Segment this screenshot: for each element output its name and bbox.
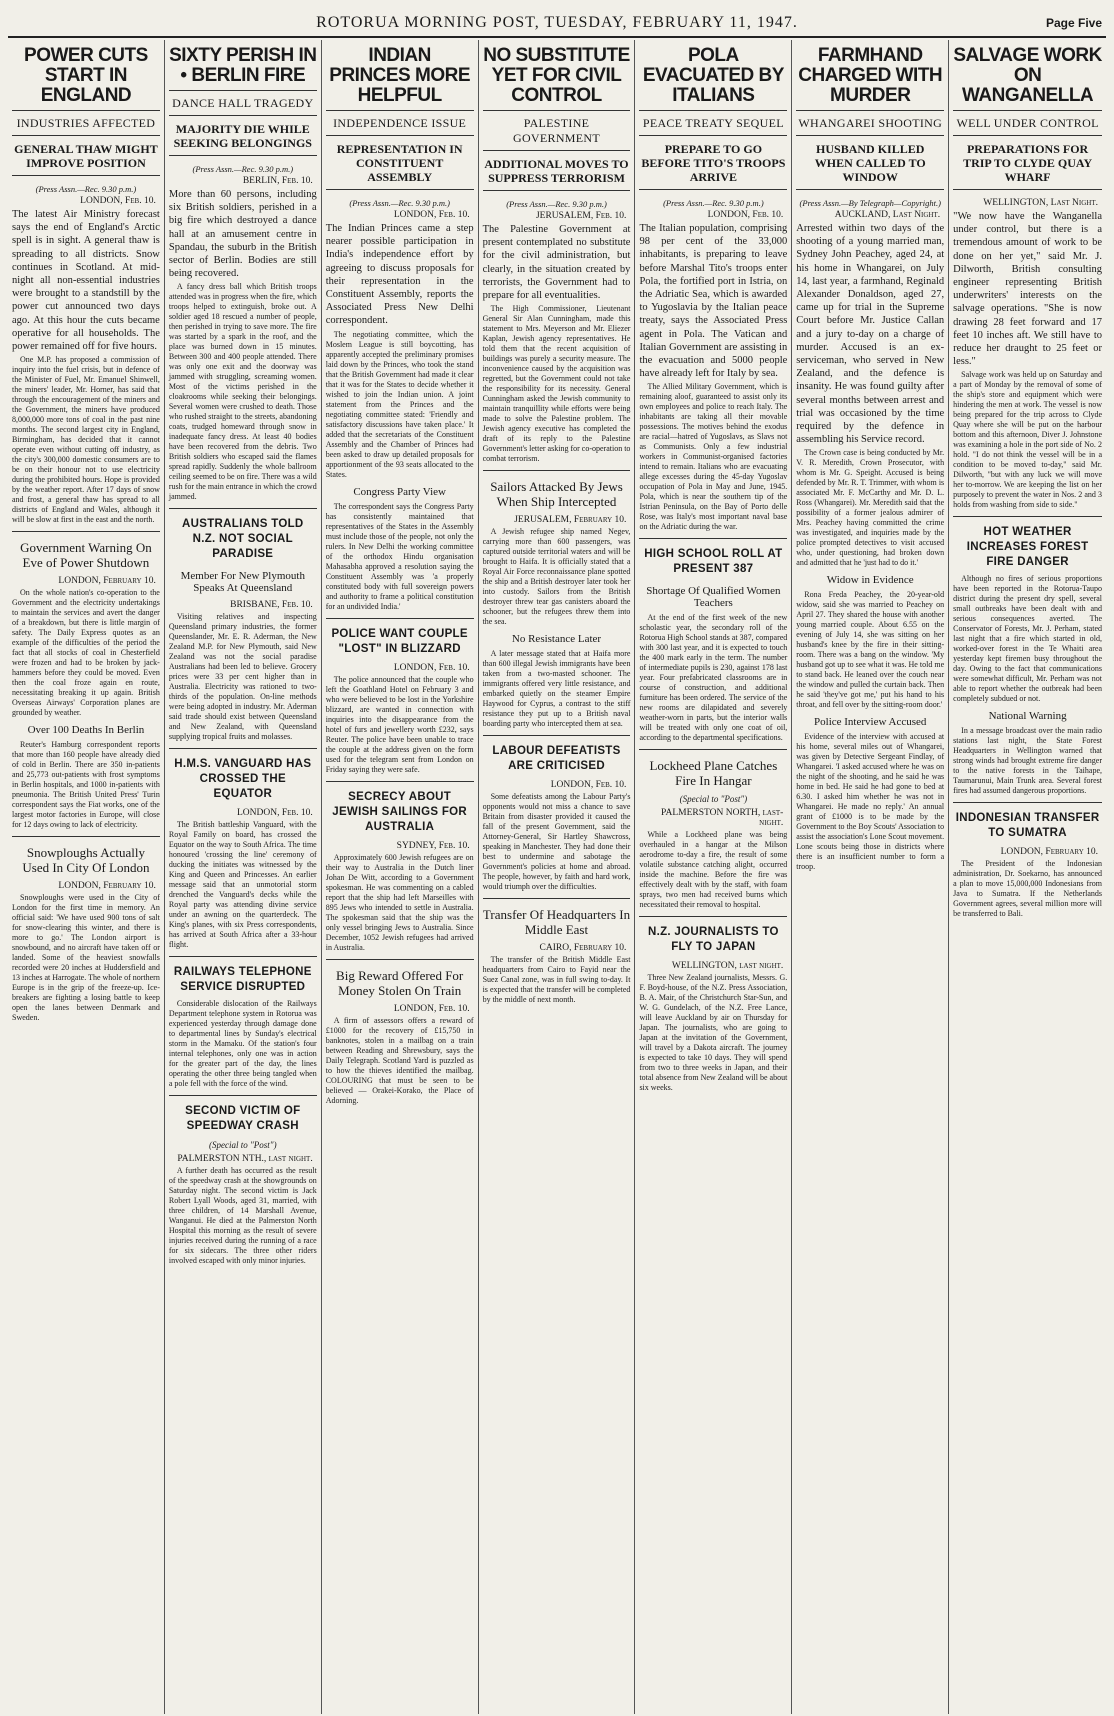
body-text: Evidence of the interview with accused at his home, several miles out of Whangarei, was given by Detective Sergeant Findlay, of Whangarei. 'I asked accused where he was on the night of the shooting, and he said he was home in bed. He said he had gone to bed at 6.30. I asked him whether he was not in Whangarei. He made no reply.' An annual grant of £1000 is to be made by the Government to the Boy Scouts' Association to assist the association's Lone Scout movement. Lone scouts being those in districts where there is an insufficient number to form a troop. [796, 732, 945, 872]
dateline: JERUSALEM, February 10. [514, 515, 627, 526]
dateline: LONDON, February 10. [58, 576, 156, 587]
dateline: LONDON, Feb. 10. [80, 196, 156, 206]
body-text: The British battleship Vanguard, with the Royal Family on board, has crossed the Equator on the way to South Africa. The time honoured 'crossing the line' ceremony of ducking the initiates was witnessed by the King and Queen and Princesses. An earlier message said that an unmotorial storm drenched the Vanguard's decks while the Royal party was attending divine service under an awning on the quarterdeck. The King's planes, with six Press correspondents, has arrived at South Africa after a 33-hour flight. [168, 820, 317, 950]
subheading: Government Warning On Eve of Power Shutdown [12, 531, 160, 574]
lead-paragraph: More than 60 persons, including six British soldiers, perished in a big fire which destroyed a dance hall at an amusement centre in Spandau, the suburb in the British sector of Berlin. Bodies are still being recovered. [168, 189, 317, 280]
body-text: Some defeatists among the Labour Party's opponents would not miss a chance to save Britain from disaster provided it caused the fall of the present Government, said the Attorney-General, Sir Hartley Shawcross, speaking in Manchester. They had done their best to undermine and sabotage the Government's policies at home and abroad. The people, however, by faith and hard work, would triumph over the difficulties. [482, 792, 631, 892]
body-text: On the whole nation's co-operation to the Government and the electricity undertakings to maintain the services and avert the danger of a breakdown, but there is little margin of safety. The Daily Express quotes as an example of the difficulties of the period the fact that all stocks of coal in Chesterfield were frozen and had to be broken by jack-hammers before they could be moved. Even then the coal froze again en route, necessitating breaking it up again. British Overseas Airways' Corporation planes are grounded by weather. [12, 588, 160, 718]
lead-paragraph: The Indian Princes came a step nearer possible participation in India's independence effort by agreeing to discuss proposals for their representation in the Constituent Assembly, reports the Associated Press New Delhi correspondent. [325, 223, 474, 327]
dateline: BRISBANE, Feb. 10. [230, 600, 313, 611]
dateline: JERUSALEM, Feb. 10. [535, 211, 627, 221]
deck: PEACE TREATY SEQUEL [639, 111, 787, 136]
headline: SIXTY PERISH IN • BERLIN FIRE [169, 40, 317, 91]
deck: DANCE HALL TRAGEDY [169, 91, 317, 116]
body-text: Visiting relatives and inspecting Queensland primary industries, the former Queenslander, Mr. E. R. Aderman, the New Zealand M.P. for New Plymouth, said New Zealand was not the social paradise Australians had been led to believe. Grocery prices were 33 per cent higher than in Australia. Electricity was rationed to two-thirds of the population. On-line methods were being adopted in industry. Mr. Aderman said trade should exist between Queensland and New Zealand, with Queensland supplying tropical fruits and molasses. [168, 612, 317, 742]
subheading: Transfer Of Headquarters In Middle East [483, 898, 631, 941]
body-text: Although no fires of serious proportions have been reported in the Rotorua-Taupo district during the present dry spell, several small outbreaks have been dealt with and serious consequences averted. The Conservator of Forests, Mr. J. Perham, stated last night that a fire which started in old, worked-over forest in the Te Whaiti area yesterday kept firemen busy throughout the day. Owing to the fact that communications were somewhat difficult, Mr. Perham was not able to report whether the outbreak had been completely subdued or not. [953, 574, 1103, 704]
subheading: Shortage Of Qualified Women Teachers [646, 585, 781, 610]
dateline: LONDON, February 10. [58, 881, 156, 892]
subheading: Over 100 Deaths In Berlin [27, 724, 145, 737]
dateline: WELLINGTON, Last Night. [983, 198, 1099, 208]
subheading: INDONESIAN TRANSFER TO SUMATRA [953, 802, 1102, 845]
body-text: Snowploughs were used in the City of London for the first time in memory. An official said: 'We have used 900 tons of salt for snow-clearing this winter, and there is more to go.' The London airport is snowbound, and no aircraft have taken off or landed. Some of the heaviest snowfalls recorded were 20 inches at Huddersfield and 13 inches at Harrogate. The whole of northern Europe is in the grip of the freeze-up. Ice-breakers are fighting a losing battle to keep open the lanes between Denmark and Sweden. [12, 893, 160, 1023]
columns [8, 40, 1106, 1714]
subheading: Congress Party View [353, 485, 446, 498]
credit-line: (Press Assn.—Rec. 9.30 p.m.) [35, 184, 137, 194]
body-text: Three New Zealand journalists, Messrs. G. F. Boyd-house, of the N.Z. Press Association, B. A. Mair, of the Christchurch Star-Sun, and W. G. Gundelach, of the N.Z. Free Lance, will leave Auckland by air on Thursday for Japan. The journalists, who are going to Japan at the invitation of the Government, will travel by a Dakota aircraft. The journey is expected to take 10 days. They will spend from two to three weeks in Japan, and their total absence from New Zealand will be about six weeks. [639, 973, 788, 1093]
body-text: Approximately 600 Jewish refugees are on their way to Australia in the Dutch liner Johan De Witt, according to a Government spokesman. He was commenting on a cabled report that the ship had left Marseilles with 895 Jews who intended to settle in Australia. The spokesman said that the ship was the only vessel bringing Jews to Australia. Since December, 1052 Jewish refugees had arrived in Australia. [325, 852, 474, 952]
column-3 [322, 40, 479, 1714]
subheading: Member For New Plymouth Speaks At Queensland [180, 570, 305, 595]
subheading: SECRECY ABOUT JEWISH SAILINGS FOR AUSTRALIA [326, 781, 474, 839]
credit-line: (Press Assn.—By Telegraph—Copyright.) [799, 198, 941, 208]
column-4 [479, 40, 636, 1714]
column-1 [8, 40, 165, 1714]
headline: INDIAN PRINCES MORE HELPFUL [326, 40, 474, 111]
column-2 [165, 40, 322, 1714]
deck: INDEPENDENCE ISSUE [326, 111, 474, 136]
headline: POWER CUTS START IN ENGLAND [12, 40, 160, 111]
lead-paragraph: Arrested within two days of the shooting of a young married man, Sydney John Peachey, aged 24, at his home in Whangarei, on July 14, last year, a farmhand, Reginald Alexander Donaldson, aged 27, came up for trial in the Supreme Court before Mr. Justice Callan and a jury to-day on a charge of murder. Accused is an ex-serviceman, who served in New Zealand, and the defence is insanity. He was found guilty after several months between arrest and trial was occasioned by the time required by the defence in assembling his Service record. [796, 223, 945, 446]
body-text: The police announced that the couple who left the Goathland Hotel on February 3 and who were believed to be lost in the Yorkshire blizzard, are wanted in connection with inquiries into the disappearance from the hotel of furs and jewellery worth £232, says Reuter. The police have been unable to trace the couple at the address given on the form used for the telegram sent from London on Friday saying they were safe. [325, 674, 474, 774]
subheading: National Warning [988, 710, 1067, 723]
masthead-title: ROTORUA MORNING POST, TUESDAY, FEBRUARY 11, 1947. [316, 14, 798, 31]
body-text: The transfer of the British Middle East headquarters from Cairo to Fayid near the Suez Canal zone, was in full swing to-day. It is expected that the transfer will be completed by the middle of next month. [482, 955, 631, 1005]
credit-line: (Press Assn.—Rec. 9.30 p.m.) [192, 164, 294, 174]
column-5 [635, 40, 792, 1714]
body-text: A further death has occurred as the result of the speedway crash at the showgrounds on Saturday night. The second victim is Jack Robert Lyall Woods, aged 31, married, with three children, of 14 Marshall Avenue, Wanganui. He died at the Palmerston North Hospital this morning as the result of severe injuries received during the running of a race for six sidecars. The three other riders involved escaped with only minor injuries. [168, 1166, 317, 1266]
dateline: LONDON, Feb. 10. [550, 780, 627, 791]
subheading: POLICE WANT COUPLE "LOST" IN BLIZZARD [326, 618, 474, 661]
subheading: Sailors Attacked By Jews When Ship Intercepted [483, 470, 631, 513]
page-number: Page Five [1045, 16, 1102, 30]
subdeck: PREPARATIONS FOR TRIP TO CLYDE QUAY WHARF [953, 136, 1102, 190]
dateline: PALMERSTON NTH., last night. [177, 1154, 313, 1165]
deck: PALESTINE GOVERNMENT [483, 111, 631, 151]
headline: FARMHAND CHARGED WITH MURDER [796, 40, 944, 111]
body-text: At the end of the first week of the new scholastic year, the secondary roll of the Rotorua High School stands at 387, compared with 300 last year, and it is expected to touch the 400 mark early in the term. The number of intermediate pupils is 230, against 178 last year. Four prefabricated classrooms are in course of construction, and additional furniture has been ordered. The service of the new rooms are dilapidated and severely weather-worn in parts, but the interior walls will be treated with only one coat of oil, according to the departmental specifications. [639, 613, 788, 743]
body-text: One M.P. has proposed a commission of inquiry into the fuel crisis, but in defence of the Minister of Fuel, Mr. Emanuel Shinwell, the miners' leader, Mr. Horner, has said that through the encouragement of the miners and the Government, the miners have produced 8,000,000 more tons of coal in the past nine months. The second largest city in England, Birmingham, has decided that it cannot operate even without cutting off industry, as the city's 300,000 domestic consumers are to be on their honour not to use electricity during the prohibited hours. Hope is provided by the weather report. After 17 days of snow and frost, a general thaw has spread to all districts of England and Wales, although it will be slow at first in the east and the north. [12, 355, 160, 525]
dateline: LONDON, Feb. 10. [393, 662, 470, 673]
subheading: Lockheed Plane Catches Fire In Hangar [639, 749, 787, 792]
dateline: CAIRO, February 10. [539, 943, 627, 954]
subdeck: GENERAL THAW MIGHT IMPROVE POSITION [12, 136, 160, 176]
body-text: A fancy dress ball which British troops attended was in progress when the fire, which troops helped to extinguish, broke out. A soldier aged 18 rescued a number of people, then perished in trying to save more. The fire was started by a spark in the roof, and the place was burned down in 15 minutes. Between 300 and 400 people attended. There was only one exit and the doorway was jammed with struggling, screaming women. Most of the victims perished in the cloakrooms while seeking their belongings. Several women were crushed to death. Those who rushed straight to the streets, abandoning coats, trudged homeward through snow in inadequate fancy dress. At least 40 bodies have been recovered from the debris. Two British soldiers who escaped said the flames spread rapidly. Suddenly the whole ballroom ceiling seemed to be on fire. There was a wild rush for the main entrance in which the crowd jammed. [168, 282, 317, 502]
dateline: SYDNEY, Feb. 10. [396, 840, 470, 851]
subheading: Big Reward Offered For Money Stolen On Train [326, 959, 474, 1002]
subdeck: PREPARE TO GO BEFORE TITO'S TROOPS ARRIVE [639, 136, 787, 190]
special-line: (Special to "Post") [679, 794, 748, 805]
headline: SALVAGE WORK ON WANGANELLA [953, 40, 1102, 111]
dateline: WELLINGTON, last night. [671, 961, 784, 972]
subheading: Widow in Evidence [826, 574, 914, 587]
body-text: A later message stated that at Haifa more than 600 illegal Jewish immigrants have been taken from a two-masted schooner. The immigrants offered very little resistance, and embarked quietly on the steamer Empire Haywood for Cyprus, a contrast to the stiff resistance they put up to a British naval boarding party who intercepted them at sea. [482, 649, 631, 729]
column-7 [949, 40, 1106, 1714]
lead-paragraph: The latest Air Ministry forecast says the end of England's Arctic spell is in sight. A general thaw is spreading to all districts. Snow continues in Scotland. At mid-night all non-essential industries were brought to a standstill by the power cut announced two days ago. At this hour the cuts became operative for all households. The power remained off for five hours. [12, 209, 160, 353]
special-line: (Special to "Post") [209, 1140, 277, 1151]
body-text: While a Lockheed plane was being overhauled in a hangar at the Milson aerodrome to-day a fire, the result of some volatile substance catching alight, occurred inside the machine. Before the fire was effectively dealt with by the staff, with foam sprays, two men had received burns which necessitated their removal to hospital. [639, 830, 788, 910]
subheading: N.Z. JOURNALISTS TO FLY TO JAPAN [639, 916, 787, 959]
deck: WELL UNDER CONTROL [953, 111, 1102, 136]
credit-line: (Press Assn.—Rec. 9.30 p.m.) [349, 198, 450, 208]
dateline: LONDON, Feb. 10. [707, 210, 784, 220]
headline: POLA EVACUATED BY ITALIANS [639, 40, 787, 111]
body-text: Rona Freda Peachey, the 20-year-old widow, said she was married to Peachey on April 27. They shared the house with another young married couple. About 6.55 on the evening of July 14, she was sitting on her husband's knee by the fire in their sitting-room. There was a bang on the window. 'My husband got up to see what it was. He told me to stand back. He leaned over the couch near the window and pulled the curtain back. Then he said 'they've got me,' put his hand to his throat, and fell over by the sitting-room door.' [796, 590, 945, 710]
subheading: HOT WEATHER INCREASES FOREST FIRE DANGER [953, 516, 1102, 574]
credit-line: (Press Assn.—Rec. 9.30 p.m.) [663, 198, 764, 208]
body-text: The President of the Indonesian administration, Dr. Soekarno, has announced a plan to move 15,000,000 Indonesians from Java to Sumatra. If the Netherlands Government agrees, several million more will be transferred to Bali. [953, 859, 1103, 919]
subheading: Police Interview Accused [814, 716, 927, 729]
body-text: Reuter's Hamburg correspondent reports that more than 160 people have already died of cold in Berlin. There are 350 in-patients and 25,773 out-patients with frost symptoms in Berlin hospitals, and 1000 in-patients with pneumonia. The British United Press' Turin correspondent says the Fiat works, one of the largest motor factories in Europe, will close for 12 days owing to lack of electricity. [12, 740, 160, 830]
dateline: LONDON, Feb. 10. [237, 808, 313, 819]
body-text: In a message broadcast over the main radio stations last night, the State Forest Headquarters in Wellington warned that strong winds had brought extreme fire danger to the native forests in the Taihape, Taumarunui, Main Trunk area. Several forest fires had assumed dangerous proportions. [953, 726, 1103, 796]
subdeck: REPRESENTATION IN CONSTITUENT ASSEMBLY [326, 136, 474, 190]
subheading: RAILWAYS TELEPHONE SERVICE DISRUPTED [169, 956, 317, 999]
dateline: AUCKLAND, Last Night. [834, 210, 941, 220]
subheading: AUSTRALIANS TOLD N.Z. NOT SOCIAL PARADISE [169, 508, 317, 566]
subheading: HIGH SCHOOL ROLL AT PRESENT 387 [639, 538, 787, 581]
dateline: LONDON, Feb. 10. [393, 210, 470, 220]
body-text: A Jewish refugee ship named Negev, carrying more than 600 passengers, was captured outside territorial waters and will be brought to Haifa. It is officially stated that a Royal Air Force reconnaissance plane spotted the ship and a British destroyer later took her into custody. Sailors from the British destroyer threw tear gas canisters aboard the schooner, but the refugees threw them into the sea. [482, 527, 631, 627]
subdeck: HUSBAND KILLED WHEN CALLED TO WINDOW [796, 136, 944, 190]
body-text: The High Commissioner, Lieutenant General Sir Alan Cunningham, made this statement to Mrs. Meyerson and Mr. Eliezer Kaplan, Jewish agency representatives. He told them that the recent acquisition of buildings was purely a security measure. The inconvenience caused by the acquisition was regretted, but the Government could not take the responsibility for its necessity. General Cunningham asked the Jewish community to maintain tranquillity while efforts were being made to solve the Palestine problem. The Jewish agency executive has completed the draft of its reply to the Palestine Government's letter asking for co-operation to combat terrorism. [482, 304, 631, 464]
subheading: H.M.S. VANGUARD HAS CROSSED THE EQUATOR [169, 748, 317, 806]
body-text: The Allied Military Government, which is remaining aloof, guaranteed to assist only its own employees and police to reach Italy. The inhabitants are taking all their movable possessions. The motives behind the exodus are racial—hatred of Yugoslavs, as Slavs not as Communists. Only a few industrial workers in Communist-organised factories intend to remain. Italians who are evacuating allege excesses during the 45-day Yugoslav occupation of Pola in May and June, 1945. Pola, which is near the southern tip of the Istrian Peninsula, on the Bay of Porto delle Rose, was Italy's most important naval base on the Adriatic during the war. [639, 382, 788, 532]
body-text: The correspondent says the Congress Party has consistently maintained that representatives of the States in the Assembly must include those of the people, not only the rulers. In New Delhi the working committee of the orthodox Hindu organisation Mahasabha approved a resolution saying the Constituent Assembly was 'a properly constituted body with full sovereign powers and authority to frame a political constitution for an undivided India.' [325, 501, 474, 611]
subdeck: ADDITIONAL MOVES TO SUPPRESS TERRORISM [483, 151, 631, 191]
credit-line: (Press Assn.—Rec. 9.30 p.m.) [506, 199, 607, 209]
subheading: LABOUR DEFEATISTS ARE CRITICISED [483, 735, 631, 778]
lead-paragraph: The Palestine Government at present contemplated no substitute for the civil administration, but clearly, in the situation created by terrorists, the Government had to prepare for all eventualities. [482, 224, 631, 302]
dateline: BERLIN, Feb. 10. [242, 176, 313, 186]
dateline: PALMERSTON NORTH, last-night. [661, 808, 784, 829]
dateline: LONDON, February 10. [1000, 847, 1099, 858]
lead-paragraph: The Italian population, comprising 98 per cent of the 33,000 inhabitants, is preparing to leave before Marshal Tito's troops enter Pola, the fortified port in Istria, on the Adriatic Sea, which is awarded to Yugoslavia by the Italian peace treaty, says the Associated Press agent in Pola. The Vatican and Italian Government are assisting in the evacuation and 5000 people have already left for Italy by sea. [639, 223, 788, 380]
column-6 [792, 40, 949, 1714]
deck: WHANGAREI SHOOTING [796, 111, 944, 136]
lead-paragraph: "We now have the Wanganella under control, but there is a tremendous amount of work to be done on her yet," said Mr. J. Dilworth, British consulting engineer representing British underwriters' interests on the salvage operations. "She is now drawing 28 feet forward and 17 feet 10 inches aft. We still have to reduce her draught to 25 feet or less." [953, 211, 1103, 368]
body-text: Considerable dislocation of the Railways Department telephone system in Rotorua was experienced yesterday through damage done to departmental lines by Sunday's electrical storm in the Mamaku. Of the station's four internal telephones, only one was in action for the greater part of the day, the lines operating the other three being tangled when a pole fell with the force of the wind. [168, 999, 317, 1089]
subdeck: MAJORITY DIE WHILE SEEKING BELONGINGS [169, 116, 317, 156]
body-text: Salvage work was held up on Saturday and a part of Monday by the removal of some of the ship's store and equipment which were hindering the men at work. The vessel is now being prepared for the trip across to Clyde Quay where she will be put on the harbour bottom and this afternoon, Diver J. Johnstone was examining a hole in the port side of No. 2 hold. "I do not think the vessel will be in a condition to be moved to-day," said Mr. Dilworth, "but with any luck we will move her to-morrow. We are keeping the list on her purposely to prevent the water in Nos. 2 and 3 holds from washing from side to side." [953, 370, 1103, 510]
subheading: No Resistance Later [511, 633, 602, 646]
subheading: Snowploughs Actually Used In City Of London [12, 836, 160, 879]
masthead [8, 6, 1106, 38]
headline: NO SUBSTITUTE YET FOR CIVIL CONTROL [483, 40, 631, 111]
body-text: A firm of assessors offers a reward of £1000 for the recovery of £15,750 in banknotes, stolen in a mailbag on a train between Reading and Shrewsbury, says the Daily Telegraph. Scotland Yard is puzzled as to how the thieves identified the mailbag. COLOURING that must be seen to be believed — Orakei-Korako, the Place of Adorning. [325, 1015, 474, 1105]
body-text: The negotiating committee, which the Moslem League is still boycotting, has apparently accepted the preliminary promises laid down by the Princes, who took the stand that the British Government had made it clear that it was for the States to decide whether it wished to join the Indian union. A joint statement from the Princes and the negotiating committee stated: 'Friendly and satisfactory discussions have taken place.' It added that the secretariats of the Constituent Assembly and the Chamber of Princes had been asked to draw up detailed proposals for apportionment of the 93 seats allocated to the States. [325, 329, 474, 479]
dateline: LONDON, Feb. 10. [393, 1003, 470, 1014]
subheading: SECOND VICTIM OF SPEEDWAY CRASH [169, 1095, 317, 1138]
body-text: The Crown case is being conducted by Mr. V. R. Meredith, Crown Prosecutor, with whom is Mr. G. Speight. Accused is being defended by Mr. R. T. Trimmer, with whom is associated Mr. F. McCarthy and Mr. D. L. Ross (Whangarei). Mr. Meredith said that the possibility of a former jealous admirer of Mrs. Peachey having committed the crime was investigated, and inquiries made by the police prompted detectives to visit accused who, under questioning, had broken down and admitted that he 'just had to do it.' [796, 448, 945, 568]
deck: INDUSTRIES AFFECTED [12, 111, 160, 136]
